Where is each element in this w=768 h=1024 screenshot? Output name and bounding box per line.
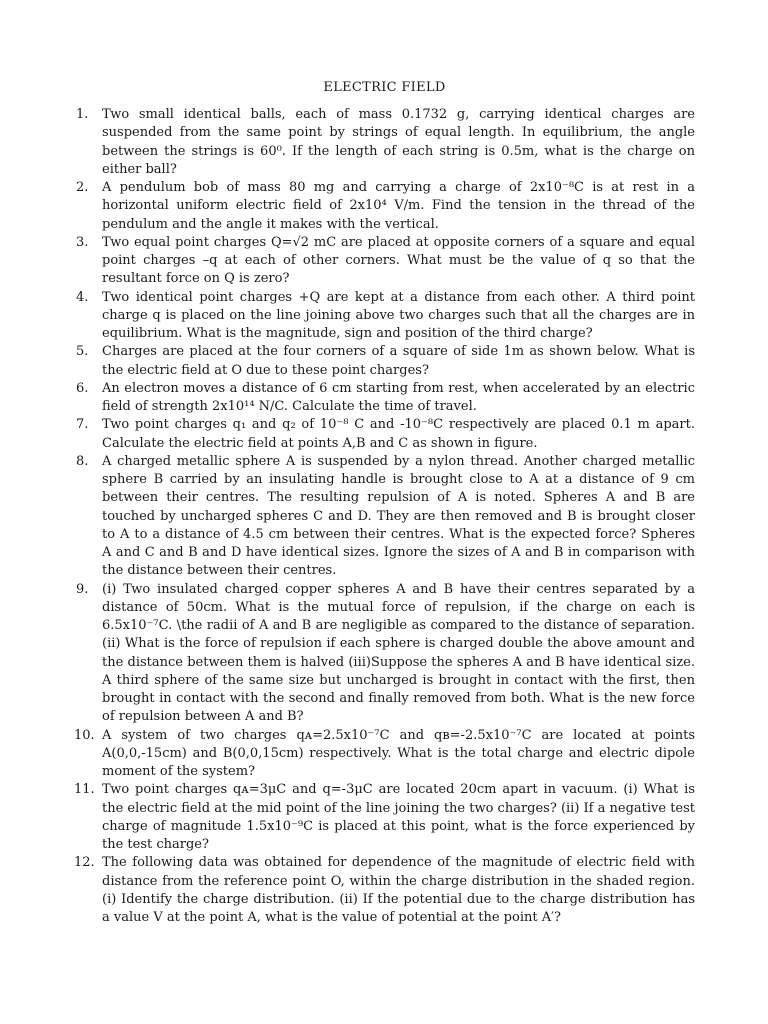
question-number: 6. (76, 380, 89, 396)
question-item (74, 380, 695, 417)
question-text: A pendulum bob of mass 80 mg and carrying a charge of 2x10⁻⁸C is at rest in a horizontal uniform electric field of 2x10⁴ V/m. Find the tension in the thread of the pendulum and the angle it makes with the vertical. (102, 180, 695, 232)
question-text: (i) Two insulated charged copper spheres A and B have their centres separated by a distance of 50cm. What is the mutual force of repulsion, if the charge on each is 6.5x10⁻⁷C. \the radii of A and B are negligible as compared to the distance of separation. (ii) What is the force of repulsion if each sphere is charged double the above amount and the distance between them is halved (iii)Suppose the spheres A and B have identical size. A third sphere of the same size but uncharged is brought in contact with the first, then brought in contact with the second and finally removed from both. What is the new force of repulsion between A and B? (102, 581, 695, 725)
question-number: 8. (76, 453, 89, 469)
question-number: 7. (76, 417, 89, 433)
question-item (74, 106, 695, 179)
question-list (74, 106, 695, 927)
question-text: Two point charges q₁ and q₂ of 10⁻⁸ C and -10⁻⁸C respectively are placed 0.1 m apart. Calculate the electric field at points A,B and C as shown in figure. (102, 417, 695, 451)
question-number: 3. (76, 234, 89, 250)
question-item (74, 781, 695, 854)
question-number: 2. (76, 180, 89, 195)
question-text: An electron moves a distance of 6 cm starting from rest, when accelerated by an electric field of strength 2x10¹⁴ N/C. Calculate the time of travel. (102, 380, 695, 414)
question-number: 11. (74, 782, 95, 798)
question-item (74, 343, 695, 380)
question-number: 9. (76, 581, 89, 597)
question-number: 1. (76, 107, 89, 122)
question-number: 12. (74, 855, 95, 871)
question-item (74, 289, 695, 344)
question-item (74, 727, 695, 782)
question-text: Two small identical balls, each of mass 0.1732 g, carrying identical charges are suspended from the same point by strings of equal length. In equilibrium, the angle between the strings is 60⁰. If the length of each string is 0.5m, what is the charge on either ball? (102, 107, 695, 177)
question-text: A system of two charges qᴀ=2.5x10⁻⁷C and qʙ=-2.5x10⁻⁷C are located at points A(0,0,-15cm) and B(0,0,15cm) respectively. What is the total charge and electric dipole moment of the system? (102, 727, 695, 779)
question-item (74, 234, 695, 289)
question-item (74, 416, 695, 453)
question-text: Two identical point charges +Q are kept at a distance from each other. A third point charge q is placed on the line joining above two charges such that all the charges are in equilibrium. What is the magnitude, sign and position of the third charge? (102, 289, 695, 341)
question-number: 10. (74, 727, 95, 743)
question-item (74, 581, 695, 727)
question-text: A charged metallic sphere A is suspended by a nylon thread. Another charged metallic sphere B carried by an insulating handle is brought close to A at a distance of 9 cm between their centres. The resulting repulsion of A is noted. Spheres A and B are touched by uncharged spheres C and D. They are then removed and B is brought closer to A to a distance of 4.5 cm between their centres. What is the expected force? Spheres A and C and B and D have identical sizes. Ignore the sizes of A and B in comparison with the distance between their centres. (102, 453, 695, 579)
question-text: The following data was obtained for dependence of the magnitude of electric field with distance from the reference point O, within the charge distribution in the shaded region. (i) Identify the charge distribution. (ii) If the potential due to the charge distribution has a value V at the point A, what is the value of potential at the point A′? (102, 855, 695, 925)
question-item (74, 453, 695, 581)
question-item (74, 179, 695, 234)
question-text: Two point charges qᴀ=3μC and q=-3μC are located 20cm apart in vacuum. (i) What is the electric field at the mid point of the line joining the two charges? (ii) If a negative test charge of magnitude 1.5x10⁻⁹C is placed at this point, what is the force experienced by the test charge? (102, 782, 696, 852)
question-item (74, 854, 695, 927)
question-text: Charges are placed at the four corners of a square of side 1m as shown below. What is the electric field at O due to these point charges? (102, 344, 695, 378)
question-number: 4. (76, 289, 89, 305)
page-title: ELECTRIC FIELD (323, 80, 446, 95)
question-text: Two equal point charges Q=√2 mC are placed at opposite corners of a square and equal point charges –q at each of other corners. What must be the value of q so that the resultant force on Q is zero? (102, 234, 695, 287)
question-number: 5. (76, 344, 89, 360)
